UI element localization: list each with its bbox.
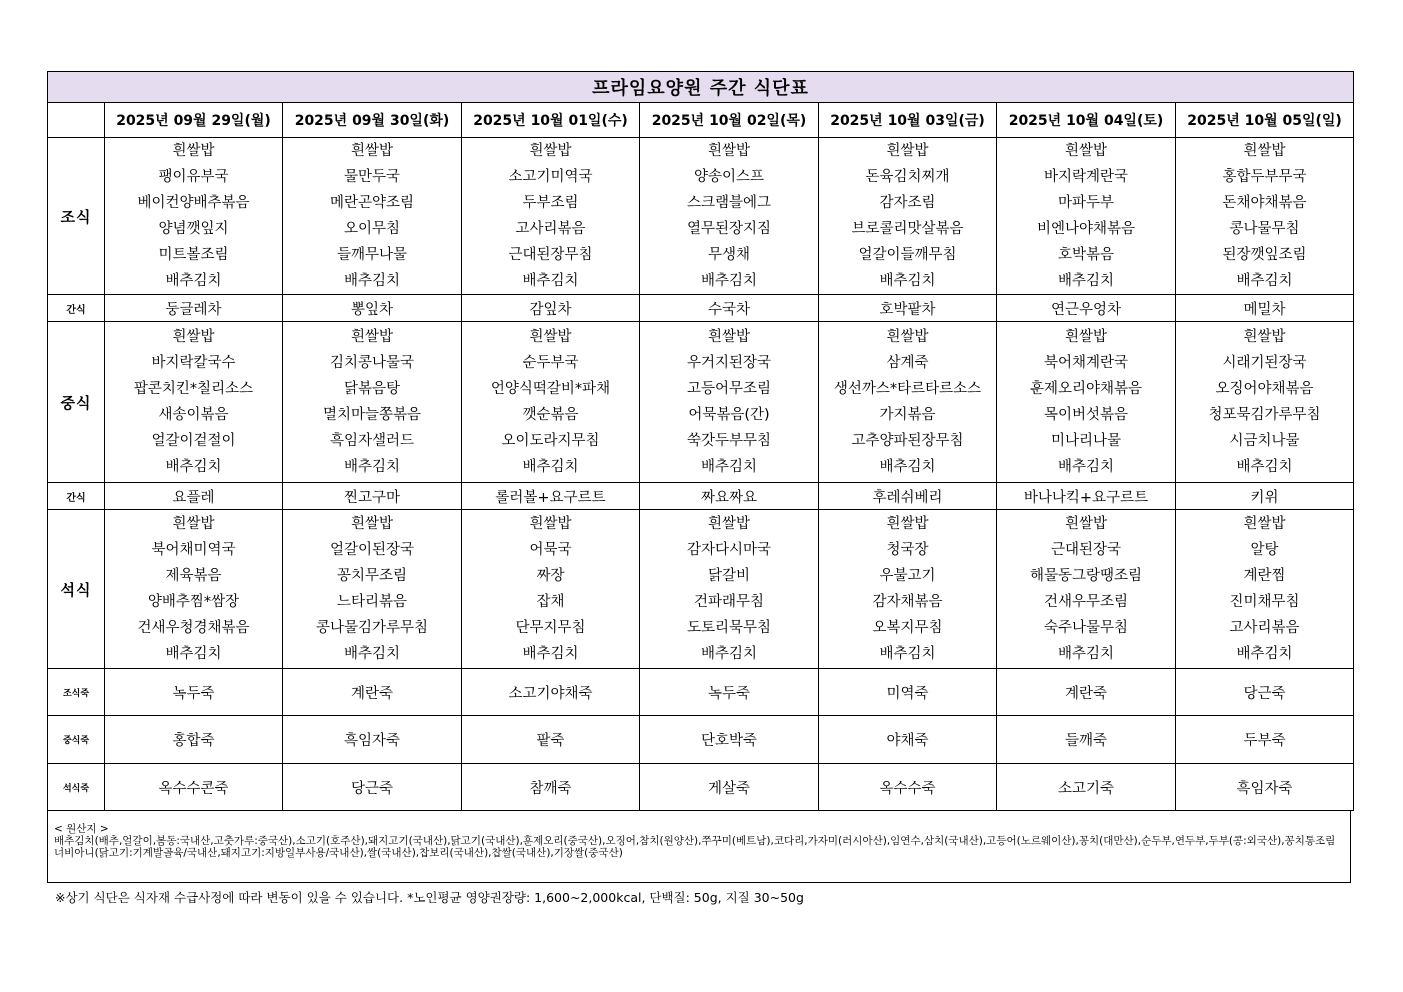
dinner-porridge-label: 석식죽 [48, 764, 105, 811]
menu-item: 콩나물무침 [1229, 221, 1300, 237]
breakfast-porridge-cell: 계란죽 [997, 669, 1176, 716]
lunch-cell [819, 322, 997, 483]
menu-item: 흰쌀밥 [1243, 516, 1286, 532]
menu-item: 오복지무침 [872, 620, 943, 636]
menu-item: 깻순볶음 [522, 407, 579, 423]
menu-item: 숙주나물무침 [1043, 620, 1129, 636]
menu-item: 흰쌀밥 [1243, 143, 1286, 159]
menu-item: 우불고기 [879, 568, 936, 584]
menu-sheet [47, 71, 1353, 906]
menu-item: 배추김치 [879, 646, 936, 662]
menu-item: 배추김치 [1057, 459, 1115, 475]
menu-item: 흰쌀밥 [1064, 516, 1108, 532]
menu-item: 흰쌀밥 [1064, 329, 1108, 345]
menu-item: 느타리볶음 [336, 594, 408, 610]
menu-item: 메란곤약조림 [329, 195, 415, 211]
breakfast-cell [997, 138, 1176, 295]
menu-item: 흰쌀밥 [1243, 329, 1286, 345]
menu-item: 미나리나물 [1050, 433, 1122, 449]
menu-item: 홍합두부무국 [1222, 169, 1307, 185]
menu-item: 배추김치 [879, 273, 936, 289]
menu-item: 감자다시마국 [686, 542, 772, 558]
lunch-porridge-cell: 홍합죽 [105, 716, 283, 764]
dinner-cell [819, 510, 997, 669]
menu-item: 오징어야채볶음 [1215, 381, 1314, 397]
menu-item: 흰쌀밥 [707, 329, 751, 345]
menu-item: 배추김치 [700, 273, 758, 289]
morning-snack-cell: 뽕잎차 [283, 295, 462, 322]
morning-snack-label: 간식 [48, 295, 105, 322]
menu-item: 감자채볶음 [872, 594, 943, 610]
menu-item: 어묵볶음(간) [688, 407, 770, 423]
menu-item: 어묵국 [529, 542, 572, 558]
menu-item: 브로콜리맛살볶음 [851, 221, 964, 237]
afternoon-snack-cell: 롤러볼+요구르트 [462, 483, 640, 510]
menu-item: 들깨무나물 [336, 247, 408, 263]
menu-item: 고사리볶음 [1229, 620, 1300, 636]
menu-item: 흰쌀밥 [1064, 143, 1108, 159]
menu-item: 멸치마늘쫑볶음 [322, 407, 422, 423]
notice-text: ※상기 식단은 식자재 수급사정에 따라 변동이 있을 수 있습니다. *노인평균 영양권장량: 1,600~2,000kcal, 단백질: 50g, 지질 30~50g [55, 890, 804, 905]
menu-item: 호박볶음 [1057, 247, 1115, 263]
menu-item: 근대된장무침 [508, 247, 593, 263]
menu-item: 닭갈비 [707, 568, 751, 584]
afternoon-snack-cell: 찐고구마 [283, 483, 462, 510]
breakfast-porridge-cell: 당근죽 [1176, 669, 1354, 716]
breakfast-porridge-cell: 계란죽 [283, 669, 462, 716]
dinner-label: 석식 [48, 510, 105, 669]
dinner-cell [640, 510, 819, 669]
afternoon-snack-label: 간식 [48, 483, 105, 510]
menu-item: 팝콘치킨*칠리소스 [133, 381, 254, 397]
menu-item: 얼갈이된장국 [329, 542, 415, 558]
lunch-cell [105, 322, 283, 483]
lunch-cell [1176, 322, 1354, 483]
menu-item: 흰쌀밥 [350, 143, 394, 159]
lunch-porridge-cell: 흑임자죽 [283, 716, 462, 764]
menu-item: 흰쌀밥 [350, 516, 394, 532]
menu-item: 청국장 [886, 542, 929, 558]
menu-item: 흰쌀밥 [886, 329, 929, 345]
breakfast-label: 조식 [48, 138, 105, 295]
menu-item: 물만두국 [343, 169, 401, 185]
menu-item: 배추김치 [522, 273, 579, 289]
menu-item: 고사리볶음 [515, 221, 586, 237]
menu-item: 건파래무침 [693, 594, 765, 610]
dinner-cell [462, 510, 640, 669]
date-header: 2025년 10월 04일(토) [997, 103, 1176, 138]
lunch-label: 중식 [48, 322, 105, 483]
origin-box [47, 811, 1351, 883]
menu-item: 콩나물김가루무침 [315, 620, 429, 636]
breakfast-porridge-cell: 미역죽 [819, 669, 997, 716]
dinner-cell [283, 510, 462, 669]
menu-item: 양념깻잎지 [158, 221, 229, 237]
lunch-cell [997, 322, 1176, 483]
menu-item: 흰쌀밥 [707, 516, 751, 532]
menu-item: 미트볼조림 [158, 247, 229, 263]
menu-item: 무생채 [707, 247, 751, 263]
menu-item: 훈제오리야채볶음 [1029, 381, 1143, 397]
menu-item: 된장깻잎조림 [1222, 247, 1307, 263]
menu-item: 우거지된장국 [686, 355, 772, 371]
afternoon-snack-cell: 요플레 [105, 483, 283, 510]
dinner-cell [1176, 510, 1354, 669]
dinner-porridge-cell: 당근죽 [283, 764, 462, 811]
menu-item: 진미채무침 [1229, 594, 1300, 610]
menu-item: 배추김치 [343, 273, 401, 289]
dinner-porridge-cell: 게살죽 [640, 764, 819, 811]
breakfast-porridge-label: 조식죽 [48, 669, 105, 716]
menu-item: 도토리묵무침 [686, 620, 772, 636]
menu-item: 짜장 [536, 568, 565, 584]
date-header: 2025년 10월 05일(일) [1176, 103, 1354, 138]
menu-item: 배추김치 [700, 459, 758, 475]
origin-text: 배추김치(배추,얼갈이,봄동:국내산,고춧가루:중국산),소고기(호주산),돼지고기(국내산),닭고기(국내산),훈제오리(중국산),오징어,참치(원양산),쭈꾸미(베트남),코다리,가자미(러시아산),임연수,삼치(국내산),고등어(노르웨이산),꽁치(대만산),순두부,연두부,두부(콩:외국산),꽁치통조림 너비아니(닭고기:기계발골육/국내산,돼지고기:지방일부사용/국내산),쌀(국내산),찹보리(국내산),찹쌀(국내산),기장쌀(중국산) [54, 835, 1336, 859]
afternoon-snack-cell: 키위 [1176, 483, 1354, 510]
menu-item: 단무지무침 [515, 620, 586, 636]
lunch-porridge-cell: 야채죽 [819, 716, 997, 764]
menu-item: 시래기된장국 [1222, 355, 1307, 371]
menu-item: 양배추찜*쌈장 [147, 594, 240, 610]
menu-item: 두부조림 [522, 195, 579, 211]
menu-item: 순두부국 [522, 355, 579, 371]
menu-item: 새송이볶음 [158, 407, 229, 423]
morning-snack-cell: 메밀차 [1176, 295, 1354, 322]
menu-item: 배추김치 [1236, 273, 1293, 289]
date-header: 2025년 09월 29일(월) [105, 103, 283, 138]
date-header: 2025년 10월 02일(목) [640, 103, 819, 138]
menu-item: 바지락칼국수 [151, 355, 236, 371]
breakfast-cell [283, 138, 462, 295]
dinner-porridge-cell: 흑임자죽 [1176, 764, 1354, 811]
menu-item: 흰쌀밥 [707, 143, 751, 159]
menu-item: 배추김치 [1236, 459, 1293, 475]
menu-item: 베이컨양배추볶음 [137, 195, 250, 211]
menu-item: 흰쌀밥 [529, 516, 572, 532]
menu-item: 얼갈이겉절이 [151, 433, 236, 449]
menu-item: 알탕 [1250, 542, 1279, 558]
menu-item: 건새우무조림 [1043, 594, 1129, 610]
dinner-porridge-cell: 참깨죽 [462, 764, 640, 811]
menu-item: 흰쌀밥 [172, 143, 215, 159]
breakfast-cell [819, 138, 997, 295]
menu-item: 해물동그랑땡조림 [1029, 568, 1143, 584]
menu-item: 배추김치 [165, 646, 222, 662]
dinner-porridge-cell: 소고기죽 [997, 764, 1176, 811]
menu-item: 목이버섯볶음 [1043, 407, 1129, 423]
menu-item: 바지락계란국 [1043, 169, 1129, 185]
menu-item: 언양식떡갈비*파채 [490, 381, 611, 397]
menu-item: 가지볶음 [879, 407, 936, 423]
breakfast-cell [640, 138, 819, 295]
afternoon-snack-cell: 후레쉬베리 [819, 483, 997, 510]
menu-item: 근대된장국 [1050, 542, 1122, 558]
afternoon-snack-cell: 짜요짜요 [640, 483, 819, 510]
menu-item: 배추김치 [1057, 646, 1115, 662]
menu-item: 양송이스프 [693, 169, 765, 185]
menu-item: 청포묵김가루무침 [1208, 407, 1321, 423]
menu-item: 배추김치 [1057, 273, 1115, 289]
breakfast-porridge-cell: 녹두죽 [105, 669, 283, 716]
origin-title: < 원산지 > [54, 823, 109, 835]
menu-item: 돈육김치찌개 [865, 169, 950, 185]
lunch-cell [640, 322, 819, 483]
menu-item: 흰쌀밥 [529, 329, 572, 345]
menu-item: 흰쌀밥 [529, 143, 572, 159]
menu-item: 배추김치 [165, 273, 222, 289]
morning-snack-cell: 수국차 [640, 295, 819, 322]
dinner-porridge-cell: 옥수수죽 [819, 764, 997, 811]
menu-item: 감자조림 [879, 195, 936, 211]
breakfast-porridge-cell: 녹두죽 [640, 669, 819, 716]
menu-item: 열무된장지짐 [686, 221, 772, 237]
breakfast-cell [105, 138, 283, 295]
menu-item: 제육볶음 [165, 568, 222, 584]
lunch-porridge-cell: 들깨죽 [997, 716, 1176, 764]
lunch-porridge-cell: 단호박죽 [640, 716, 819, 764]
menu-item: 건새우청경채볶음 [137, 620, 250, 636]
menu-item: 배추김치 [165, 459, 222, 475]
menu-item: 흰쌀밥 [886, 143, 929, 159]
menu-item: 쑥갓두부무침 [686, 433, 772, 449]
menu-item: 흑임자샐러드 [329, 433, 415, 449]
lunch-cell [462, 322, 640, 483]
morning-snack-cell: 둥글레차 [105, 295, 283, 322]
menu-item: 스크램블에그 [686, 195, 772, 211]
afternoon-snack-cell: 바나나킥+요구르트 [997, 483, 1176, 510]
date-header: 2025년 10월 03일(금) [819, 103, 997, 138]
weekly-menu-table [47, 71, 1354, 811]
breakfast-porridge-cell: 소고기야채죽 [462, 669, 640, 716]
morning-snack-cell: 감잎차 [462, 295, 640, 322]
dinner-cell [105, 510, 283, 669]
menu-item: 계란찜 [1243, 568, 1286, 584]
menu-item: 배추김치 [700, 646, 758, 662]
lunch-porridge-cell: 팥죽 [462, 716, 640, 764]
lunch-cell [283, 322, 462, 483]
menu-item: 배추김치 [522, 646, 579, 662]
menu-item: 닭볶음탕 [343, 381, 401, 397]
breakfast-cell [462, 138, 640, 295]
morning-snack-cell: 연근우엉차 [997, 295, 1176, 322]
menu-item: 얼갈이들깨무침 [858, 247, 957, 263]
menu-item: 흰쌀밥 [886, 516, 929, 532]
menu-item: 흰쌀밥 [172, 516, 215, 532]
menu-item: 잡채 [536, 594, 565, 610]
menu-item: 팽이유부국 [158, 169, 229, 185]
menu-item: 오이무침 [343, 221, 401, 237]
menu-item: 배추김치 [343, 459, 401, 475]
menu-item: 흰쌀밥 [172, 329, 215, 345]
menu-item: 김치콩나물국 [329, 355, 415, 371]
morning-snack-cell: 호박팥차 [819, 295, 997, 322]
menu-item: 고등어무조림 [686, 381, 772, 397]
menu-item: 배추김치 [343, 646, 401, 662]
menu-title: 프라임요양원 주간 식단표 [48, 72, 1354, 103]
date-header: 2025년 09월 30일(화) [283, 103, 462, 138]
menu-item: 흰쌀밥 [350, 329, 394, 345]
corner-cell [48, 103, 105, 138]
menu-item: 생선까스*타르타르소스 [833, 381, 982, 397]
lunch-porridge-cell: 두부죽 [1176, 716, 1354, 764]
menu-item: 소고기미역국 [508, 169, 593, 185]
menu-item: 북어채계란국 [1043, 355, 1129, 371]
lunch-porridge-label: 중식죽 [48, 716, 105, 764]
dinner-porridge-cell: 옥수수콘죽 [105, 764, 283, 811]
menu-item: 북어채미역국 [151, 542, 236, 558]
menu-item: 비엔나야채볶음 [1036, 221, 1136, 237]
menu-item: 배추김치 [1236, 646, 1293, 662]
date-header: 2025년 10월 01일(수) [462, 103, 640, 138]
breakfast-cell [1176, 138, 1354, 295]
menu-item: 배추김치 [522, 459, 579, 475]
menu-item: 삼계죽 [886, 355, 929, 371]
menu-item: 고추양파된장무침 [851, 433, 964, 449]
menu-item: 시금치나물 [1229, 433, 1300, 449]
menu-item: 꽁치무조림 [336, 568, 408, 584]
dinner-cell [997, 510, 1176, 669]
menu-item: 마파두부 [1057, 195, 1115, 211]
menu-item: 오이도라지무침 [501, 433, 600, 449]
menu-item: 배추김치 [879, 459, 936, 475]
menu-item: 돈채야채볶음 [1222, 195, 1307, 211]
